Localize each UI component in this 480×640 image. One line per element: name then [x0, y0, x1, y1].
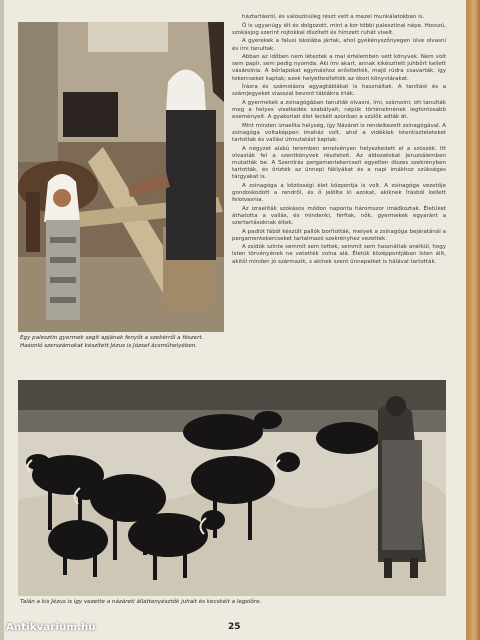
page-number: 25	[228, 622, 241, 632]
watermark: Antikvarium.hu	[6, 622, 96, 633]
top-photo-caption: Egy palesztin gyermek segít apjának fenyőt a szekérről a fészert. Hasonló szerszámokat készített Jézus is József ácsműhelyében.	[20, 335, 204, 349]
article-paragraph: A padlót fából készült pallók borították, melyek a zsinagóga bejáratánál a pergamentekercseket tartalmazó szekrényhez vezettek.	[232, 228, 446, 242]
goats-photo-image	[18, 380, 446, 596]
article-paragraph: A zsidók szinte semmit sem tettek, semmit sem használtak anélkül, hogy Isten törvényének ne vetették volna alá. Életük középpontjában Isten állt, akitől minden jó származik, s akinek szent ünnepeiket is hálával tartották.	[232, 244, 446, 265]
article-paragraph: Írásra és számolásra agyagtáblákat is használtak. A tanítást és a számjegyeket viasszal bevont táblákra írták.	[232, 84, 446, 98]
article-paragraph: Az izraeliták szokásos módon naponta háromszor imádkoztak. Életüket áthatotta a vallás, és mindenki, férfiak, nők, gyermekek egyaránt a szertartásoknak éltek.	[232, 205, 446, 226]
article-paragraph: A négyzet alakú teremben emelvényen helyezkedett el a szószék. Itt olvasták fel a szentkönyvek részleteit. Az áldozatokat Jeruzsálemben mutatták be. A Szentírás pergamentekercseit egyetlen díszes szekrényben tartották, és őrizték az ünnepi fáklyákat és a napi imákhoz szükséges tárgyakat is.	[232, 145, 446, 181]
article-paragraph: A zsinagóga a közösségi élet központja is volt. A zsinagóga vezetője gondoskodott a rendről, és ő jelölte ki azokat, akiknek Írásból kellett felolvasnia.	[232, 182, 446, 203]
carpentry-photo-image	[18, 22, 224, 332]
article-paragraph: háztartásról, és valószínűleg részt vett a mezei munkálatokban is.	[242, 14, 425, 20]
book-page	[4, 0, 466, 640]
article-paragraph: A gyerekek a falusi iskolába jártak, ahol gyékényszőnyegen ülve olvasni és írni tanultak.	[232, 38, 446, 52]
page-edge	[466, 0, 480, 640]
article-paragraph: Mint minden izraelita helység, így Názáret is rendelkezett zsinagógával. A zsinagóga voltaképpen imaház volt, ahol a vidékiek istentiszteleteket tartottak és vallási útmutatást kaptak.	[232, 122, 446, 144]
goats-photo	[18, 380, 446, 596]
article-text	[232, 14, 446, 359]
article-paragraph: Ő is ugyanúgy élt és dolgozott, mint a kor többi palesztinai népe. Hosszú, szokásjog szerint rojtokkal díszített és hímzett ruhát viselt.	[232, 22, 446, 36]
article-paragraph: A gyermekek a zsinagógában tanulták olvasni, írni, számolni; ott tanulták meg a helyes viselkedés szabályait, népük történelmének legfontosabb eseményeit. A gyakorlati élet leckéit azonban a szülők adták át.	[232, 100, 446, 121]
carpentry-photo	[18, 22, 224, 332]
bottom-photo-caption: Talán a kis Jézus is így vezette a názáreti állattenyésztők juhait és kecskéit a legelőre.	[20, 599, 262, 605]
article-paragraph: Abban az időben nem léteztek a mai értelemben vett könyvek. Nem volt sem papír, sem pedig nyomda. Aki írni akart, annak kikészített juhbőrt kellett vásárolnia. A bőrlapokat egymáshoz erősítették, majd rúdra csavarták, így tekercseket kaptak; ezek helyettesítették az ókori könyvtárakat.	[232, 54, 446, 82]
